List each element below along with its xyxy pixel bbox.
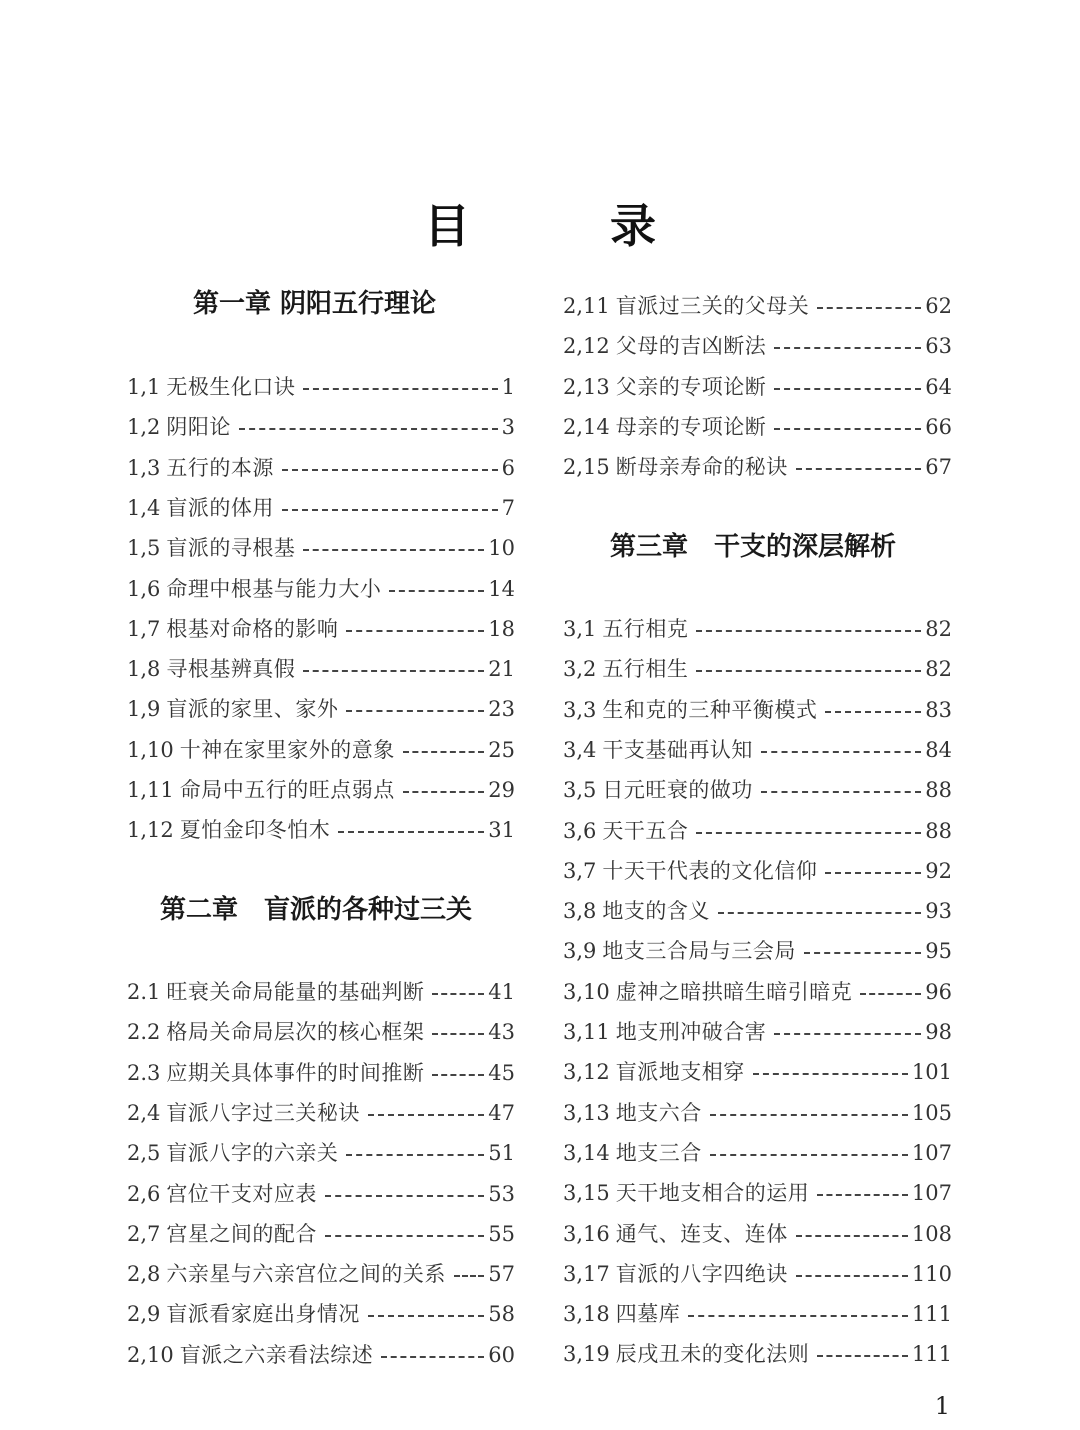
entry-page-number: 29 (488, 778, 515, 802)
page-number: 1 (934, 1392, 950, 1420)
entry-title: 根基对命格的影响 (166, 616, 339, 641)
entry-title: 虚神之暗拱暗生暗引暗克 (615, 979, 853, 1004)
entry-number: 2,14 (563, 414, 610, 439)
entry-number: 2,4 (127, 1100, 161, 1125)
dot-leader (761, 751, 921, 753)
dot-leader (432, 1033, 484, 1035)
entry-number: 2,10 (127, 1342, 174, 1367)
toc-entry (127, 654, 515, 684)
chapter-3-heading: 第三章 干支的深层解析 (610, 532, 897, 562)
toc-entry (563, 1017, 952, 1047)
entry-page-number: 10 (488, 536, 515, 561)
entry-title: 命理中根基与能力大小 (166, 576, 382, 601)
toc-entry (127, 1259, 515, 1289)
dot-leader (796, 468, 922, 470)
entry-title: 盲派八字的六亲关 (166, 1141, 339, 1166)
entry-number: 2,6 (127, 1181, 161, 1206)
toc-entry (563, 1299, 952, 1329)
entry-page-number: 105 (911, 1100, 952, 1125)
entry-title: 盲派过三关的父母关 (615, 294, 810, 318)
toc-entry (127, 1219, 515, 1249)
entry-title: 父亲的专项论断 (615, 374, 767, 399)
entry-number: 1,3 (127, 455, 161, 480)
entry-title: 地支刑冲破合害 (615, 1020, 767, 1044)
toc-entry (127, 1299, 515, 1329)
dot-leader (774, 388, 921, 390)
toc-entry (563, 695, 952, 725)
dot-leader (825, 872, 921, 874)
entry-title: 辰戌丑未的变化法则 (615, 1342, 810, 1367)
toc-entry (563, 896, 952, 926)
dot-leader (774, 347, 921, 349)
toc-entry (563, 936, 952, 966)
entry-number: 1,4 (127, 495, 161, 520)
dot-leader (368, 1315, 484, 1317)
entry-title: 宫星之间的配合 (166, 1221, 317, 1246)
entry-title: 无极生化口诀 (166, 375, 296, 399)
entry-page-number: 21 (488, 657, 515, 682)
dot-leader (454, 1275, 484, 1277)
entry-number: 2,9 (127, 1302, 161, 1327)
dot-leader (381, 1356, 484, 1358)
entry-number: 3,8 (563, 899, 597, 924)
entry-number: 2.3 (127, 1060, 161, 1085)
toc-entry (127, 372, 515, 402)
toc-entry (127, 574, 515, 604)
entry-number: 1,7 (127, 616, 161, 641)
entry-page-number: 25 (488, 737, 515, 762)
entry-title: 地支三合 (615, 1140, 702, 1165)
entry-page-number: 64 (925, 374, 952, 399)
dot-leader (796, 1275, 908, 1277)
dot-leader (325, 1195, 484, 1197)
entry-title: 旺衰关命局能量的基础判断 (166, 980, 425, 1004)
toc-entry (127, 1058, 515, 1088)
entry-number: 3,17 (563, 1261, 610, 1286)
entry-number: 1,5 (127, 536, 161, 561)
dot-leader (303, 670, 484, 672)
entry-title: 盲派的家里、家外 (166, 697, 339, 722)
toc-entry (127, 453, 515, 483)
entry-title: 盲派的八字四绝诀 (615, 1261, 788, 1286)
entry-number: 3,7 (563, 858, 597, 883)
toc-entry (563, 816, 952, 846)
dot-leader (804, 952, 921, 954)
entry-page-number: 96 (925, 979, 952, 1004)
chapter-1-heading: 第一章 阴阳五行理论 (193, 289, 437, 319)
toc-entry (563, 1219, 952, 1249)
toc-entry (127, 977, 515, 1007)
entry-number: 2,13 (563, 374, 610, 399)
toc-entry (127, 1179, 515, 1209)
entry-number: 3,2 (563, 657, 597, 682)
toc-entry (563, 372, 952, 402)
entry-title: 寻根基辨真假 (166, 657, 296, 682)
entry-title: 父母的吉凶断法 (615, 334, 767, 359)
entry-title: 宫位干支对应表 (166, 1181, 317, 1206)
toc-entry (127, 775, 515, 805)
entry-page-number: 57 (488, 1262, 515, 1287)
entry-title: 盲派八字过三关秘诀 (166, 1100, 360, 1125)
entry-title: 四墓库 (615, 1302, 681, 1327)
entry-number: 1,1 (127, 375, 161, 399)
entry-title: 阴阳论 (166, 415, 231, 440)
entry-number: 3,16 (563, 1221, 610, 1246)
entry-number: 2,5 (127, 1141, 161, 1166)
entry-number: 2.1 (127, 980, 161, 1004)
entry-page-number: 111 (911, 1302, 952, 1327)
toc-entry (127, 815, 515, 845)
entry-number: 2,15 (563, 455, 610, 480)
dot-leader (403, 751, 485, 753)
entry-page-number: 67 (925, 455, 952, 480)
entry-page-number: 23 (488, 697, 515, 722)
toc-entry (563, 331, 952, 361)
dot-leader (688, 1315, 908, 1317)
dot-leader (303, 549, 484, 551)
entry-page-number: 84 (925, 737, 952, 762)
toc-entry (127, 694, 515, 724)
entry-title: 五行的本源 (166, 455, 274, 480)
entry-title: 格局关命局层次的核心框架 (166, 1020, 425, 1045)
entry-page-number: 92 (925, 858, 952, 883)
entry-page-number: 82 (925, 617, 952, 641)
entry-number: 3,6 (563, 818, 597, 843)
entry-title: 盲派的体用 (166, 495, 274, 520)
dot-leader (325, 1235, 484, 1237)
dot-leader (761, 791, 921, 793)
entry-number: 3,10 (563, 979, 610, 1004)
entry-page-number: 45 (488, 1060, 515, 1085)
entry-number: 3,15 (563, 1181, 610, 1206)
entry-title: 通气、连支、连体 (615, 1221, 788, 1246)
dot-leader (817, 1355, 908, 1357)
chapter-2-heading: 第二章 盲派的各种过三关 (160, 895, 473, 925)
entry-page-number: 107 (911, 1181, 952, 1206)
dot-leader (432, 993, 484, 995)
dot-leader (710, 1154, 908, 1156)
entry-title: 母亲的专项论断 (615, 414, 767, 439)
entry-page-number: 6 (501, 455, 515, 480)
entry-page-number: 41 (488, 980, 515, 1004)
entry-number: 3,12 (563, 1060, 610, 1085)
entry-number: 2,12 (563, 334, 610, 359)
entry-title: 断母亲寿命的秘诀 (615, 455, 788, 480)
entry-title: 地支三合局与三会局 (602, 939, 796, 964)
toc-entry (127, 412, 515, 442)
entry-page-number: 18 (488, 616, 515, 641)
dot-leader (346, 1154, 484, 1156)
entry-page-number: 88 (925, 818, 952, 843)
toc-entry (563, 1259, 952, 1289)
entry-number: 3,13 (563, 1100, 610, 1125)
entry-number: 2,7 (127, 1221, 161, 1246)
entry-page-number: 88 (925, 778, 952, 803)
dot-leader (282, 509, 498, 511)
entry-page-number: 66 (925, 414, 952, 439)
entry-page-number: 58 (488, 1302, 515, 1327)
toc-entry (563, 452, 952, 482)
dot-leader (346, 710, 484, 712)
dot-leader (817, 1194, 908, 1196)
entry-title: 应期关具体事件的时间推断 (166, 1060, 425, 1085)
toc-entry (127, 533, 515, 563)
entry-page-number: 51 (488, 1141, 515, 1166)
dot-leader (710, 1114, 908, 1116)
entry-page-number: 101 (911, 1060, 952, 1085)
entry-title: 五行相生 (602, 657, 689, 682)
entry-number: 3,5 (563, 778, 597, 803)
toc-entry (563, 1057, 952, 1087)
entry-page-number: 95 (925, 939, 952, 964)
entry-number: 3,9 (563, 939, 597, 964)
entry-title: 地支六合 (615, 1100, 702, 1125)
entry-number: 2,11 (563, 294, 610, 318)
dot-leader (718, 912, 921, 914)
dot-leader (796, 1235, 908, 1237)
entry-page-number: 63 (925, 334, 952, 359)
dot-leader (432, 1074, 484, 1076)
toc-entry (563, 775, 952, 805)
page-title: 目 录 (423, 199, 718, 253)
entry-number: 3,18 (563, 1302, 610, 1327)
toc-entry (563, 614, 952, 644)
entry-number: 1,6 (127, 576, 161, 601)
entry-number: 2,8 (127, 1262, 161, 1287)
toc-entry (563, 856, 952, 886)
entry-page-number: 108 (911, 1221, 952, 1246)
dot-leader (696, 832, 921, 834)
toc-entry (563, 654, 952, 684)
entry-number: 3,14 (563, 1140, 610, 1165)
entry-page-number: 62 (925, 294, 952, 318)
entry-page-number: 43 (488, 1020, 515, 1045)
entry-page-number: 55 (488, 1221, 515, 1246)
entry-number: 3,1 (563, 617, 597, 641)
entry-page-number: 110 (911, 1261, 952, 1286)
entry-title: 地支的含义 (602, 899, 710, 924)
entry-number: 1,8 (127, 657, 161, 682)
toc-entry (127, 1017, 515, 1047)
entry-page-number: 111 (911, 1342, 952, 1367)
entry-page-number: 98 (925, 1020, 952, 1044)
entry-number: 3,3 (563, 697, 597, 722)
dot-leader (860, 993, 921, 995)
toc-entry (127, 735, 515, 765)
entry-page-number: 60 (488, 1342, 515, 1367)
toc-entry (563, 1178, 952, 1208)
entry-number: 1,10 (127, 737, 174, 762)
dot-leader (282, 469, 498, 471)
toc-entry (563, 1098, 952, 1128)
entry-page-number: 1 (501, 375, 515, 399)
toc-entry (563, 412, 952, 442)
dot-leader (338, 831, 484, 833)
entry-page-number: 47 (488, 1100, 515, 1125)
entry-number: 1,11 (127, 778, 174, 802)
entry-title: 盲派地支相穿 (615, 1060, 745, 1085)
entry-title: 十天干代表的文化信仰 (602, 858, 818, 883)
entry-page-number: 31 (488, 818, 515, 843)
entry-title: 天干地支相合的运用 (615, 1181, 810, 1206)
entry-number: 3,19 (563, 1342, 610, 1367)
entry-page-number: 53 (488, 1181, 515, 1206)
entry-page-number: 82 (925, 657, 952, 682)
dot-leader (774, 428, 921, 430)
dot-leader (817, 307, 921, 309)
entry-title: 盲派之六亲看法综述 (179, 1342, 374, 1367)
dot-leader (696, 670, 921, 672)
entry-title: 五行相克 (602, 617, 689, 641)
entry-title: 天干五合 (602, 818, 689, 843)
entry-number: 3,11 (563, 1020, 610, 1044)
dot-leader (403, 791, 485, 793)
entry-number: 1,2 (127, 415, 161, 440)
entry-title: 日元旺衰的做功 (602, 778, 753, 803)
entry-title: 盲派看家庭出身情况 (166, 1302, 360, 1327)
entry-number: 2.2 (127, 1020, 161, 1045)
dot-leader (303, 388, 497, 390)
entry-page-number: 93 (925, 899, 952, 924)
toc-entry (127, 493, 515, 523)
dot-leader (774, 1033, 921, 1035)
toc-entry (127, 1138, 515, 1168)
dot-leader (696, 630, 921, 632)
toc-entry (127, 614, 515, 644)
entry-title: 命局中五行的旺点弱点 (179, 778, 395, 802)
toc-entry (563, 1138, 952, 1168)
toc-entry (563, 291, 952, 321)
entry-title: 十神在家里家外的意象 (179, 737, 395, 762)
entry-page-number: 14 (488, 576, 515, 601)
entry-page-number: 7 (501, 495, 515, 520)
dot-leader (368, 1114, 484, 1116)
dot-leader (346, 630, 484, 632)
entry-page-number: 107 (911, 1140, 952, 1165)
dot-leader (389, 590, 484, 592)
toc-entry (563, 735, 952, 765)
entry-number: 1,12 (127, 818, 174, 843)
toc-entry (563, 977, 952, 1007)
toc-entry (127, 1098, 515, 1128)
entry-page-number: 83 (925, 697, 952, 722)
dot-leader (239, 428, 498, 430)
entry-title: 夏怕金印冬怕木 (179, 818, 331, 843)
entry-title: 干支基础再认知 (602, 737, 753, 762)
entry-page-number: 3 (501, 415, 515, 440)
entry-title: 六亲星与六亲宫位之间的关系 (166, 1262, 446, 1287)
toc-entry (563, 1339, 952, 1369)
entry-number: 3,4 (563, 737, 597, 762)
entry-title: 盲派的寻根基 (166, 536, 296, 561)
toc-entry (127, 1340, 515, 1370)
dot-leader (753, 1073, 908, 1075)
entry-title: 生和克的三种平衡模式 (602, 697, 818, 722)
entry-number: 1,9 (127, 697, 161, 722)
dot-leader (825, 711, 921, 713)
